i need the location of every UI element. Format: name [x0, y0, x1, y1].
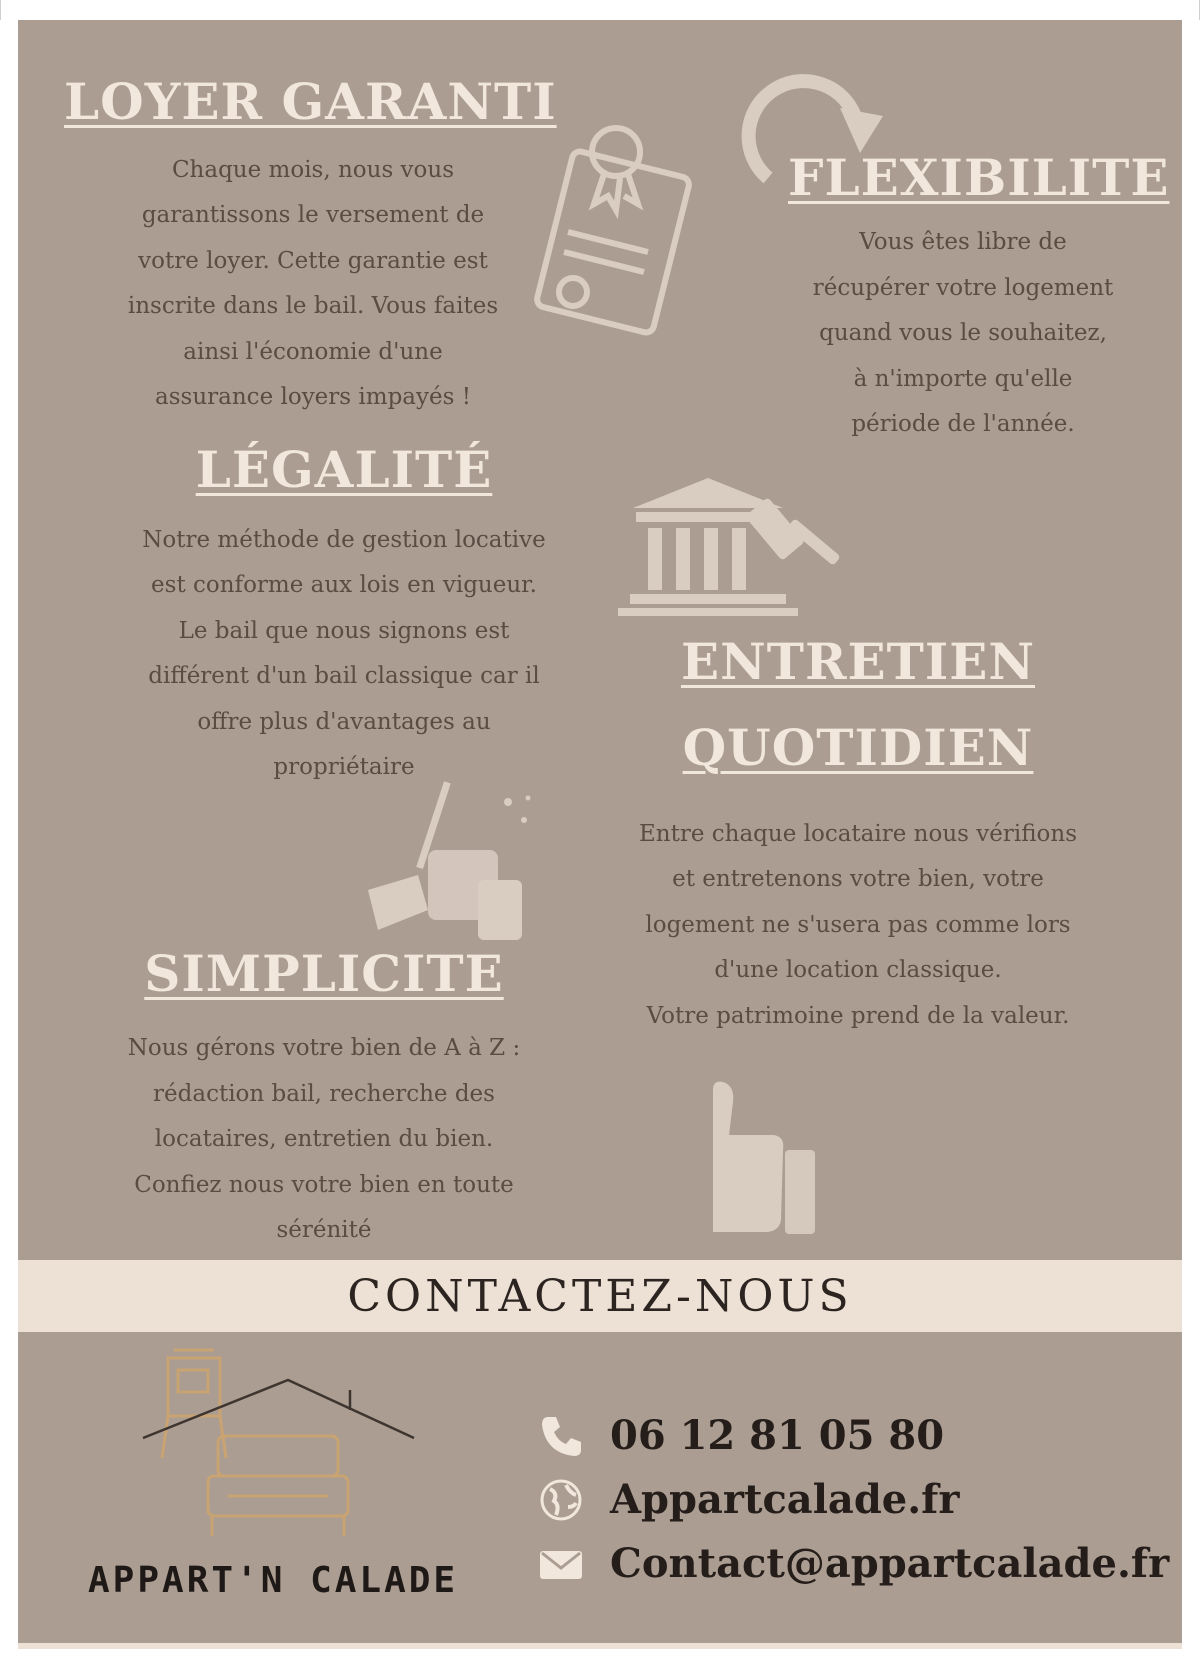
paragraph-line: quand vous le souhaitez, [819, 320, 1107, 346]
paragraph-line: offre plus d'avantages au [197, 709, 491, 735]
loyer-garanti-title: LOYER GARANTI [64, 72, 557, 131]
mop-bucket-icon [368, 780, 548, 950]
bottom-edge-strip [18, 1643, 1182, 1649]
thumbs-up-icon [673, 1080, 823, 1240]
paragraph-line: garantissons le versement de [141, 202, 485, 228]
paragraph-line: Chaque mois, nous vous [171, 157, 455, 183]
paragraph-line: ainsi l'économie d'une [183, 339, 443, 365]
simplicite-title: SIMPLICITE [144, 944, 504, 1003]
paragraph-line: Votre patrimoine prend de la valeur. [646, 1003, 1070, 1029]
paragraph-line: Vous êtes libre de [859, 229, 1067, 255]
contact-band [18, 1260, 1182, 1332]
paragraph-line: Le bail que nous signons est [178, 618, 510, 644]
flyer-card [18, 20, 1182, 1643]
paragraph-line: Entre chaque locataire nous vérifions [639, 821, 1077, 847]
contact-phone: 06 12 81 05 80 [610, 1412, 945, 1459]
paragraph-line: inscrite dans le bail. Vous faites [127, 293, 499, 319]
paragraph-line: et entretenons votre bien, votre [672, 866, 1044, 892]
flexibilite-title: FLEXIBILITE [788, 148, 1170, 207]
paragraph-line: différent d'un bail classique car il [148, 663, 540, 689]
certificate-award-icon [528, 112, 698, 342]
paragraph-line: sérénité [276, 1217, 372, 1243]
contact-phone-row[interactable] [538, 1412, 944, 1459]
paragraph-line: votre loyer. Cette garantie est [138, 248, 488, 274]
entretien-title-line1: ENTRETIEN [680, 632, 1036, 691]
house-furniture-logo [138, 1340, 428, 1560]
entretien-title-line2: QUOTIDIEN [682, 718, 1034, 777]
trim-mark-top-left [0, 0, 1, 20]
paragraph-line: est conforme aux lois en vigueur. [151, 572, 537, 598]
paragraph-line: Confiez nous votre bien en toute [134, 1172, 514, 1198]
paragraph-line: Notre méthode de gestion locative [142, 527, 546, 553]
envelope-icon [538, 1541, 584, 1587]
paragraph-line: à n'importe qu'elle [853, 366, 1073, 392]
paragraph-line: Nous gérons votre bien de A à Z : [127, 1035, 521, 1061]
contact-email-row[interactable] [538, 1540, 1169, 1587]
phone-icon [538, 1413, 584, 1459]
contact-website-row[interactable] [538, 1476, 959, 1523]
paragraph-line: période de l'année. [851, 411, 1075, 437]
brand-name: APPART'N CALADE [88, 1560, 459, 1601]
paragraph-line: logement ne s'usera pas comme lors [645, 912, 1071, 938]
paragraph-line: d'une location classique. [714, 957, 1002, 983]
paragraph-line: propriétaire [273, 754, 415, 780]
paragraph-line: assurance loyers impayés ! [155, 384, 471, 410]
paragraph-line: récupérer votre logement [812, 275, 1114, 301]
contact-heading: CONTACTEZ-NOUS [347, 1270, 853, 1322]
legalite-title: LÉGALITÉ [195, 440, 493, 499]
globe-icon [538, 1477, 584, 1523]
contact-email: Contact@appartcalade.fr [610, 1540, 1170, 1587]
paragraph-line: locataires, entretien du bien. [154, 1126, 494, 1152]
courthouse-gavel-icon [618, 470, 848, 620]
paragraph-line: rédaction bail, recherche des [153, 1081, 495, 1107]
contact-website: Appartcalade.fr [610, 1476, 960, 1523]
